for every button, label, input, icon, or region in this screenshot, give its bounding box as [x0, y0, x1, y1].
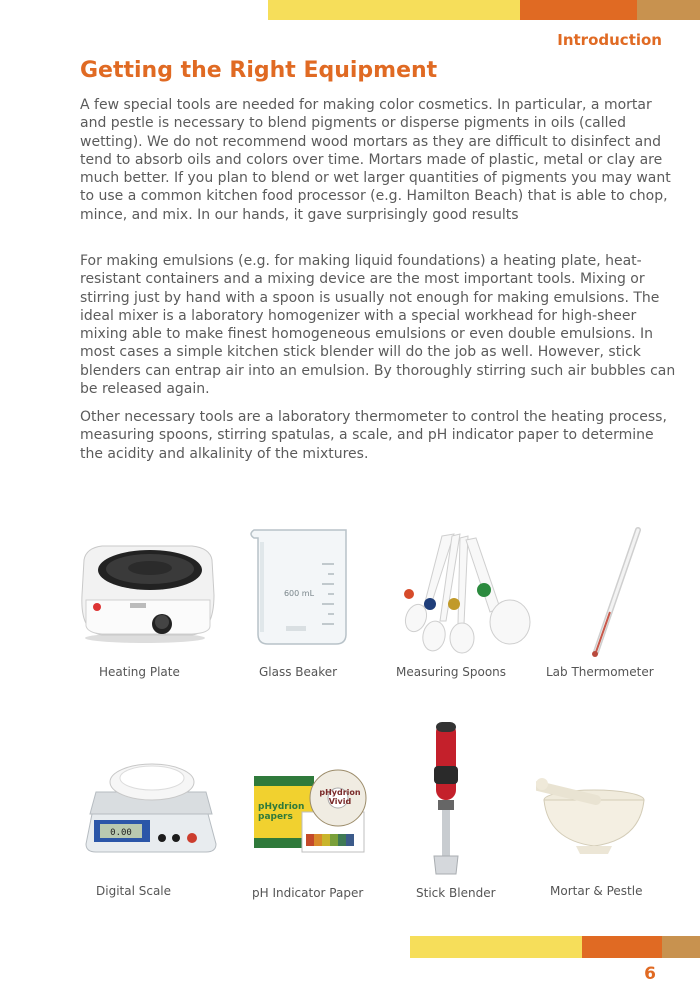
caption-heating-plate: Heating Plate	[99, 665, 180, 679]
heating-plate-image	[72, 540, 218, 645]
paragraph-mortar: A few special tools are needed for making color cosmetics. In particular, a mortar and pestle is necessary to blend pigments or disperse pigments in oils (called wetting). We do not recommend wood mortars as they are difficult to disinfect and tend to absorb oils and colors over time. Mortars made of plastic, metal or clay are much better. If you plan to blend or wet larger quantities of pigments you may want to use a common kitchen food processor (e.g. Hamilton Beach) that is able to chop, mince, and mix. In our hands, it gave surprisingly good results	[80, 97, 671, 223]
caption-stick-blender: Stick Blender	[416, 886, 496, 900]
hydrion-package-label: pHydrion papers	[258, 802, 305, 822]
lab-thermometer-image	[588, 526, 644, 661]
caption-lab-thermometer: Lab Thermometer	[546, 665, 654, 679]
paragraph-emulsions: For making emulsions (e.g. for making liquid foundations) a heating plate, heat-resistant containers and a mixing device are the most important tools. Mixing or stirring just by hand with a spoon is usually not enough for making emulsions. The ideal mixer is a laboratory homogenizer with a special workhead for high-sheer mixing able to make finest homogeneous emulsions or even double emulsions. In most cases a simple kitchen stick blender will do the job as well. However, stick blenders can entrap air into an emulsion. By thoroughly stirring such air bubbles can be released again.	[80, 253, 676, 398]
beaker-volume-label: 600 mL	[283, 589, 315, 598]
caption-glass-beaker: Glass Beaker	[259, 665, 338, 679]
header-bar-yellow	[268, 0, 520, 20]
page-number: 6	[644, 964, 656, 984]
caption-ph-indicator-paper: pH Indicator Paper	[252, 886, 364, 900]
page-title: Getting the Right Equipment	[80, 58, 438, 83]
footer-bar-orange	[582, 936, 662, 958]
ph-indicator-paper-image	[252, 768, 372, 854]
stick-blender-image	[420, 716, 472, 878]
vivid-package-label: pHydrion Vivid	[319, 788, 361, 806]
measuring-spoons-image	[392, 526, 540, 656]
mortar-pestle-image	[536, 770, 648, 856]
caption-measuring-spoons: Measuring Spoons	[396, 665, 507, 679]
header-bar-orange	[520, 0, 637, 20]
scale-display: 0.00	[110, 828, 132, 838]
header-bar-tan	[637, 0, 700, 20]
digital-scale-image	[80, 752, 222, 862]
caption-mortar-pestle: Mortar & Pestle	[550, 884, 643, 898]
footer-bar-tan	[662, 936, 700, 958]
caption-digital-scale: Digital Scale	[96, 884, 172, 898]
glass-beaker-image	[244, 524, 356, 649]
section-label: Introduction	[557, 31, 662, 49]
footer-bar-yellow	[410, 936, 582, 958]
paragraph-other-tools: Other necessary tools are a laboratory thermometer to control the heating process, measuring spoons, stirring spatulas, a scale, and pH indicator paper to determine the acidity and alkalinity of the mixtures.	[80, 409, 667, 462]
